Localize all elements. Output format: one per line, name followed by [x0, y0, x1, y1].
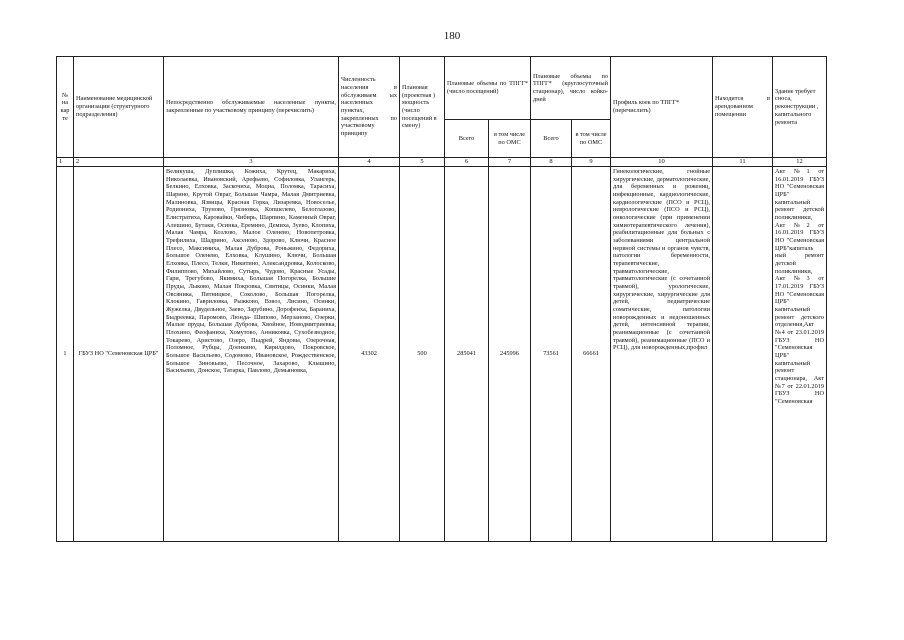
table-row — [57, 166, 827, 541]
header-rented-premises: Находится в арендованном помещении — [713, 57, 773, 158]
header-settlements: Непосредственно обслуживаемые населенные пункты, закрепленные по участковому принципу (перечислить) — [164, 57, 339, 158]
column-number: 5 — [400, 158, 445, 167]
settlements-text: Великуша, Дуплишка, Кожиха, Крутец, Макариха, Николаевка, Ивановский, Арефьево, Софиловка, Улангерь, Белкино, Елховка, Заскочиха, Моцна, Поломка, Тарасиха, Шарино, Крутой Овраг, Большая Чамра, Малая Дмитриевка, Малиновка, Язвицы, Красная Горка, Лизаревка, Новоселье, Родиониха, Труново, Грязновка, Копшелево, Белоглазово, Елистратиха, Каровайки, Чибирь, Шарпино, Каменный Овраг, Алешино, Бутаки, Осинка, Еремино, Демиха, Зуево, Клопиха, Малая Чамра, Козлово, Малое Оленево, Новопетровка, Трефилиха, Шадрино, Аксеново, Здорово, Ключи, Красное Плесо, Максимиха, Малая Дуброва, Роньжино, Федориха, Большое Оленево, Елховка, Клушино, Ключи, Большая Елховка, Плесо, Телки, Никитино, Александровка, Колосково, Филиппово, Михайлово, Сутырь, Чудово, Красные Усады, Гари, Трегубово, Якимиха, Большая Погорелка, Большие Пруды, Лыково, Малая Покровка, Святицы, Осинки, Малая Овсяника, Пятницкое, Соколово, Большая Погорелка, Клокино, Гавриловка, Рыжково, Взвоз, Лисино, Осинки, Жужелка, Двудельное, Заево, Зарубино, Дорофеиха, Бараниха, Быдреевка, Паромово, Люнда- Шипово, Мерзаново, Озерки, Малые пруды, Большая Дуброва, Хвойное, Новодмитриевка, Плохино, Феофаниха, Хомутово, Анниковка, Сухобезводное, Токарево, Аристово, Озеро, Пыдрей, Яндовы, Озерочная, Поломное, Рубцы, Доенкино, Кирилдово, Покровское, Большое Васильево, Содомово, Ивановское, Рождественское, Большое Зиновьево, Песочное, Захарово, Клышино, Васильево, Донское, Татарка, Павлово, Демьяновка, — [166, 167, 336, 375]
visits-total-value: 285041 — [445, 166, 489, 541]
column-number: 2 — [74, 158, 164, 167]
capacity-value: 500 — [400, 166, 445, 541]
header-bed-profile: Профиль коек по ТПГГ* (перечислить) — [611, 57, 713, 158]
bed-profile-text: Гинекологические, гнойные хирургические, дерматологические, для беременных и рожениц, инфекционные, кардиологические, кардиологические (ПСО и РСЦ), неврологические (ПСО и РСЦ), онкологические (при применении химиотерапевтического лечения), реабилитационные для больных с заболеваниями центральной нервной системы и органов чувств, патологии беременности, терапевтические, травматологические, травматологические (с сочетанной травмой), урологические, хирургические, хирургические для детей, педиатрические соматические, патологии новорожденных и недоношенных детей, интенсивной терапии, реанимационные (с сочетанной травмой), реанимационные (ПСО и РСЦ), для новорожденных,профил — [613, 167, 711, 352]
column-number: 12 — [773, 158, 827, 167]
row-number: 1 — [57, 166, 74, 541]
building-repair-list — [773, 166, 827, 541]
header-bed-days-oms: в том числе по ОМС — [572, 120, 611, 158]
header-no: № на кар те — [57, 57, 74, 158]
header-organization: Наименование медицинской организации (структурного подразделения) — [74, 57, 164, 158]
visits-oms-value: 245996 — [489, 166, 531, 541]
column-number: 10 — [611, 158, 713, 167]
header-bed-days-group: Плановые объемы по ТПГГ* (круглосуточный стационар), число койко-дней — [531, 57, 611, 120]
column-number: 1 — [57, 158, 74, 167]
column-number: 6 — [445, 158, 489, 167]
column-number: 9 — [572, 158, 611, 167]
bed-profile-list — [611, 166, 713, 541]
header-visits-total: Всего — [445, 120, 489, 158]
settlements-list — [164, 166, 339, 541]
column-number: 7 — [489, 158, 531, 167]
rented-value — [713, 166, 773, 541]
column-number: 8 — [531, 158, 572, 167]
header-visits-group: Плановые объемы по ТПГГ* (число посещений) — [445, 57, 531, 120]
header-bed-days-total: Всего — [531, 120, 572, 158]
organization-name: ГБУЗ НО "Семеновская ЦРБ" — [74, 166, 164, 541]
column-number: 4 — [339, 158, 400, 167]
population-value: 43302 — [339, 166, 400, 541]
bed-days-oms-value: 66661 — [572, 166, 611, 541]
bed-days-total-value: 73561 — [531, 166, 572, 541]
building-repair-text: Акт №1 от 16.01.2019 ГБУЗ НО "Семеновская ЦРБ" капитальный ремонт детской поликлиники, Акт №2 от 16.01.2019 ГБУЗ НО "Семеновская ЦРБ"капиталь ный ремонт детской поликлиники, Акт №3 от 17.01.2019 ГБУЗ НО "Семеновская ЦРБ" капитальный ремонт детского отделения,Акт №4 от 23.01.2019 ГБУЗ НО "Семеновская ЦРБ" капитальный ремонт стационара, Акт №7 от 22.01.2019 ГБУЗ НО "Семеновская — [775, 167, 825, 406]
medical-organizations-table — [56, 56, 827, 542]
header-building-repair: Здание требует сноса, реконструкции , капитального ремонта — [773, 57, 827, 158]
header-population: Численность населения в обслуживаем ых населенных пунктах, закрепленных по участковому принципу — [339, 57, 400, 158]
column-number: 11 — [713, 158, 773, 167]
header-capacity: Плановая (проектная ) мощность (число посещений в смену) — [400, 57, 445, 158]
column-number-row — [57, 158, 827, 167]
header-visits-oms: в том числе по ОМС — [489, 120, 531, 158]
column-number: 3 — [164, 158, 339, 167]
page-number: 180 — [443, 30, 461, 42]
